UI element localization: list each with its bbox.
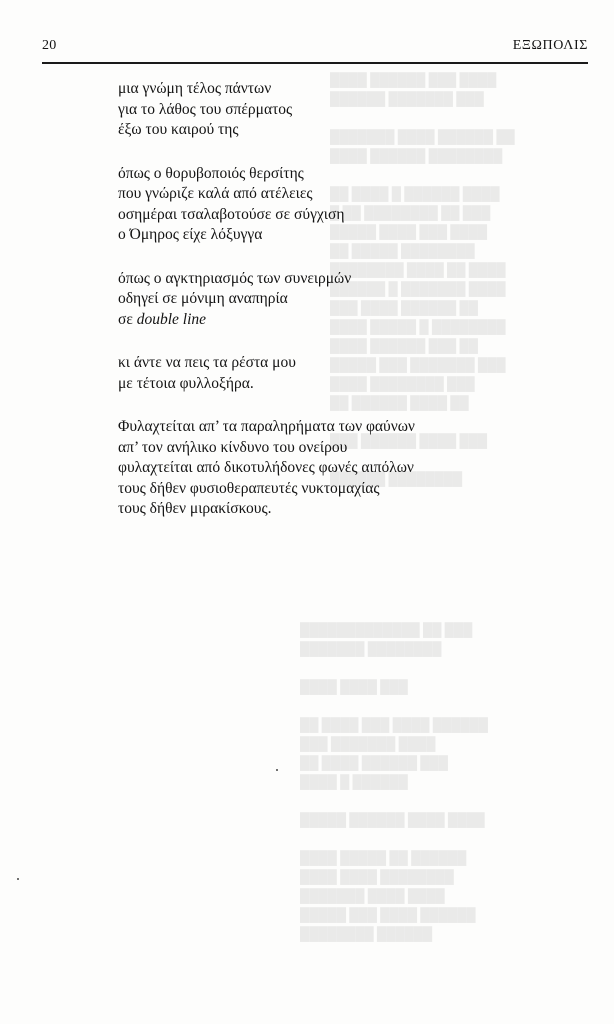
stanza [118,269,558,331]
poem-line: φυλαχτείται από δικοτυλήδονες φωνές αιπόλων [118,459,414,476]
poem-line: Φυλαχτείται απ’ τα παραληρήματα των φαύνων [118,418,415,435]
poem-line: όπως ο θορυβοποιός θερσίτης [118,164,304,182]
page-header [42,38,588,62]
stanza [118,417,558,520]
dust-speck [276,769,278,771]
poem-line: έξω του καιρού της [118,121,239,138]
page-number: 20 [42,38,57,53]
italic-phrase: double line [136,310,207,328]
poem-line: οδηγεί σε μόνιμη αναπηρία [118,290,288,307]
show-through-texture: █████████████ ██ ███ ███████ ████████ ████ ████ ███ ██ ████ ███ ████ ██████ ███ ███████ ████ ██ ████ ██████ ███ ████ █ ██████ █████ ██████ ████ ████ ████ █████ ██ ██████ ████ ████ ████████ ███████ ████ ████ █████ ███ ████ ██████ ████████ ██████ [300,622,488,941]
header-rule [42,62,588,64]
poem-body [118,79,558,543]
poem-line: οσημέραι τσαλαβοτούσε σε σύγχιση [118,205,345,223]
poem-line: κι άντε να πεις τα ρέστα μου [118,354,296,371]
line-prefix: σε [118,310,137,328]
poem-line: για το λάθος του σπέρματος [118,100,293,118]
poem-line: απ’ τον ανήλικο κίνδυνο του ονείρου [118,438,348,456]
poem-line: τους δήθεν μιρακίσκους. [118,500,272,517]
show-through-texture: ████ ██████ ███ ████ ██████ ███████ ███ ███████ ████ ██████ ██ ████ ██████ ████████ ██ ████ █ ██████ ████ █ ██ ████████ ██ ███ █████ ████ ███ ████ ██ █████ ████████ ████████ ████ ██ ████ ██████ █ ███████ ████ ███ ████ ██████ ██ ████ █████ █ ████████ ████ ██████ ███ ██ █████ ███ ███████ ███ ████ ████████ ███ ██ ██████ ████ ██ ███ ██████ ████ ███ ██████ ████████ [330,72,515,486]
poem-line: ο Όμηρος είχε λόξυγγα [118,226,263,243]
poem-line: μια γνώμη τέλος πάντων [118,80,272,97]
stanza [118,353,558,394]
poem-line: με τέτοια φυλλοξήρα. [118,374,254,392]
poem-line: όπως ο αγκτηριασμός των συνειρμών [118,269,352,287]
stanza [118,79,558,141]
dust-speck [17,878,19,880]
poem-line: που γνώριζε καλά από ατέλειες [118,185,313,202]
stanza [118,164,558,246]
running-title: ΕΞΩΠΟΛΙΣ [512,38,588,53]
poem-line: τους δήθεν φυσιοθεραπευτές νυκτομαχίας [118,479,380,497]
poem-line [118,310,558,331]
